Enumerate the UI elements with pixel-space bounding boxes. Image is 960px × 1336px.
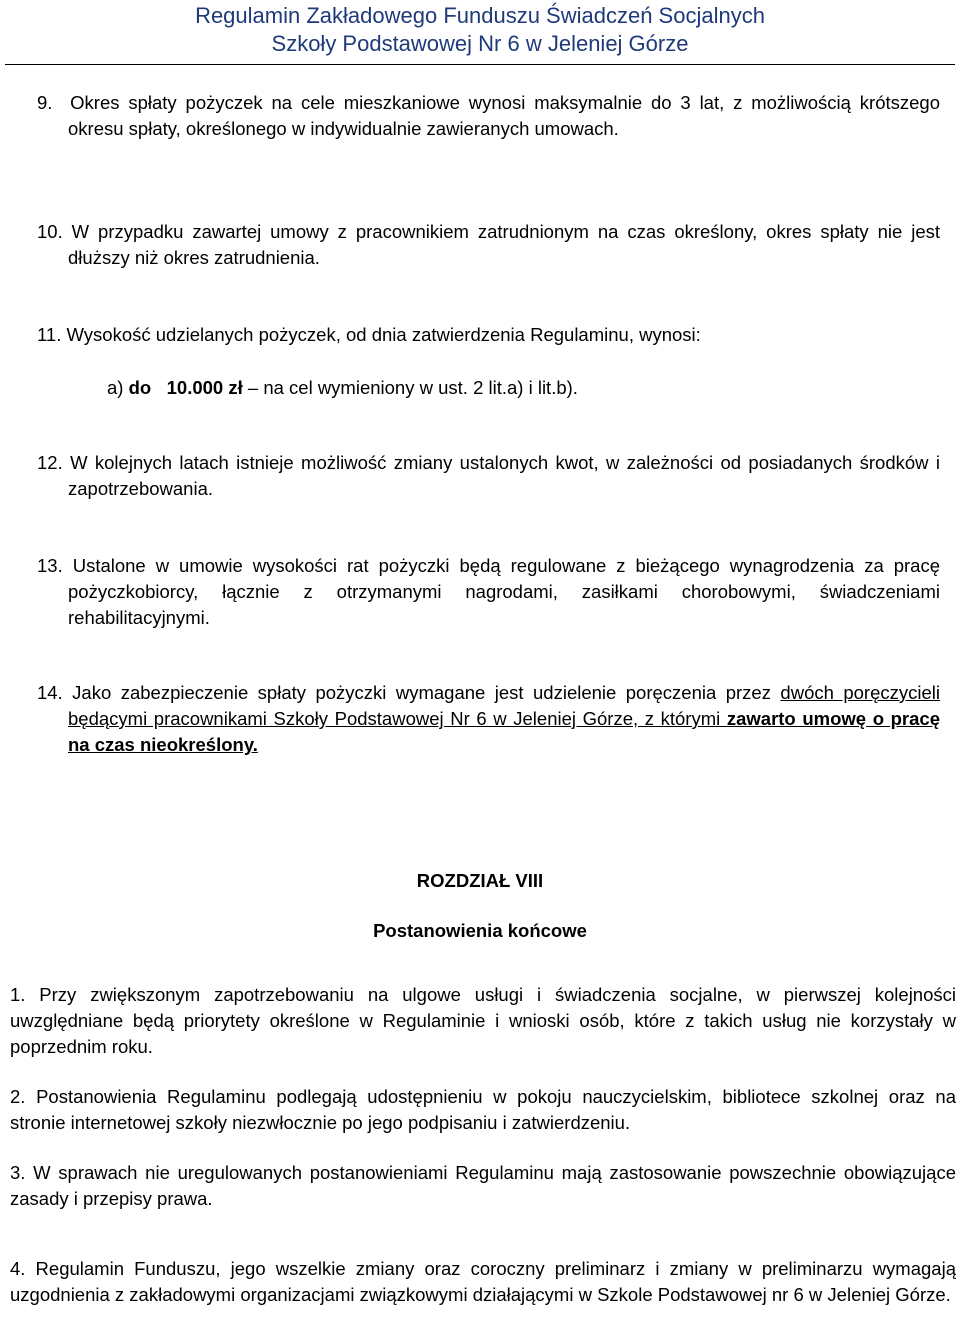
paragraph-text: Wysokość udzielanych pożyczek, od dnia zatwierdzenia Regulaminu, wynosi: — [66, 324, 701, 345]
paragraph-number: 12. — [37, 452, 63, 473]
final-provision-3: 3. W sprawach nie uregulowanych postanowieniami Regulaminu mają zastosowanie powszechnie obowiązujące zasady i przepisy prawa. — [10, 1162, 956, 1209]
paragraph-number: 9. — [37, 92, 53, 113]
paragraph-underlined-text: dwóch poręczycieli będącymi pracownikami Szkoły Podstawowej Nr 6 w Jeleniej Górze, z którymi — [68, 682, 940, 729]
chapter-title: ROZDZIAŁ VIII — [416, 870, 544, 891]
subitem-amount: 10.000 zł — [166, 377, 243, 398]
paragraph-14 — [37, 680, 940, 758]
paragraph-11 — [37, 322, 940, 348]
paragraph-text: Jako zabezpieczenie spłaty pożyczki wymagane jest udzielenie poręczenia przez — [72, 682, 781, 703]
paragraph-10 — [37, 219, 940, 271]
document-header — [0, 2, 960, 58]
paragraph-number: 13. — [37, 555, 63, 576]
subitem-do: do — [128, 377, 152, 398]
header-title-line1: Regulamin Zakładowego Funduszu Świadczeń Socjalnych — [195, 3, 765, 28]
paragraph-text: Ustalone w umowie wysokości rat pożyczki będą regulowane z bieżącego wynagrodzenia za pracę pożyczkobiorcy, łącznie z otrzymanymi nagrodami, zasiłkami chorobowymi, świadczeniami rehabilitacyjnymi. — [68, 555, 940, 628]
paragraph-12 — [37, 450, 940, 502]
header-divider — [5, 64, 955, 65]
paragraph-text: Okres spłaty pożyczek na cele mieszkaniowe wynosi maksymalnie do 3 lat, z możliwością krótszego okresu spłaty, określonego w indywidualnie zawieranych umowach. — [68, 92, 941, 139]
final-provision-1: 1. Przy zwiększonym zapotrzebowaniu na ulgowe usługi i świadczenia socjalne, w pierwszej kolejności uwzględniane będą priorytety określone w Regulaminie i wnioski osób, które z takich usług nie korzystały w poprzednim roku. — [10, 984, 956, 1057]
paragraph-9 — [37, 90, 940, 142]
final-provision-4: 4. Regulamin Funduszu, jego wszelkie zmiany oraz coroczny preliminarz i zmiany w preliminarzu wymagają uzgodnienia z zakładowymi organizacjami związkowymi działającymi w Szkole Podstawowej nr 6 w Jeleniej Górze. — [10, 1258, 956, 1305]
subitem-label: a) — [107, 377, 124, 398]
paragraph-underlined-bold-text: zawarto umowę o pracę na czas nieokreślony. — [68, 708, 940, 755]
paragraph-11-subitem — [107, 375, 907, 401]
header-title-line2: Szkoły Podstawowej Nr 6 w Jeleniej Górze — [271, 31, 689, 56]
paragraph-number: 10. — [37, 221, 63, 242]
paragraph-text: W kolejnych latach istnieje możliwość zmiany ustalonych kwot, w zależności od posiadanych środków i zapotrzebowania. — [68, 452, 940, 499]
final-provision-2: 2. Postanowienia Regulaminu podlegają udostępnieniu w pokoju nauczycielskim, bibliotece szkolnej oraz na stronie internetowej szkoły niezwłocznie po jego podpisaniu i zatwierdzeniu. — [10, 1086, 956, 1133]
paragraph-number: 11. — [37, 324, 62, 345]
chapter-subtitle: Postanowienia końcowe — [373, 920, 587, 941]
paragraph-13 — [37, 553, 940, 631]
paragraph-number: 14. — [37, 682, 63, 703]
paragraph-text: W przypadku zawartej umowy z pracownikiem zatrudnionym na czas określony, okres spłaty nie jest dłuższy niż okres zatrudnienia. — [68, 221, 941, 268]
subitem-rest: – na cel wymieniony w ust. 2 lit.a) i lit.b). — [242, 377, 578, 398]
